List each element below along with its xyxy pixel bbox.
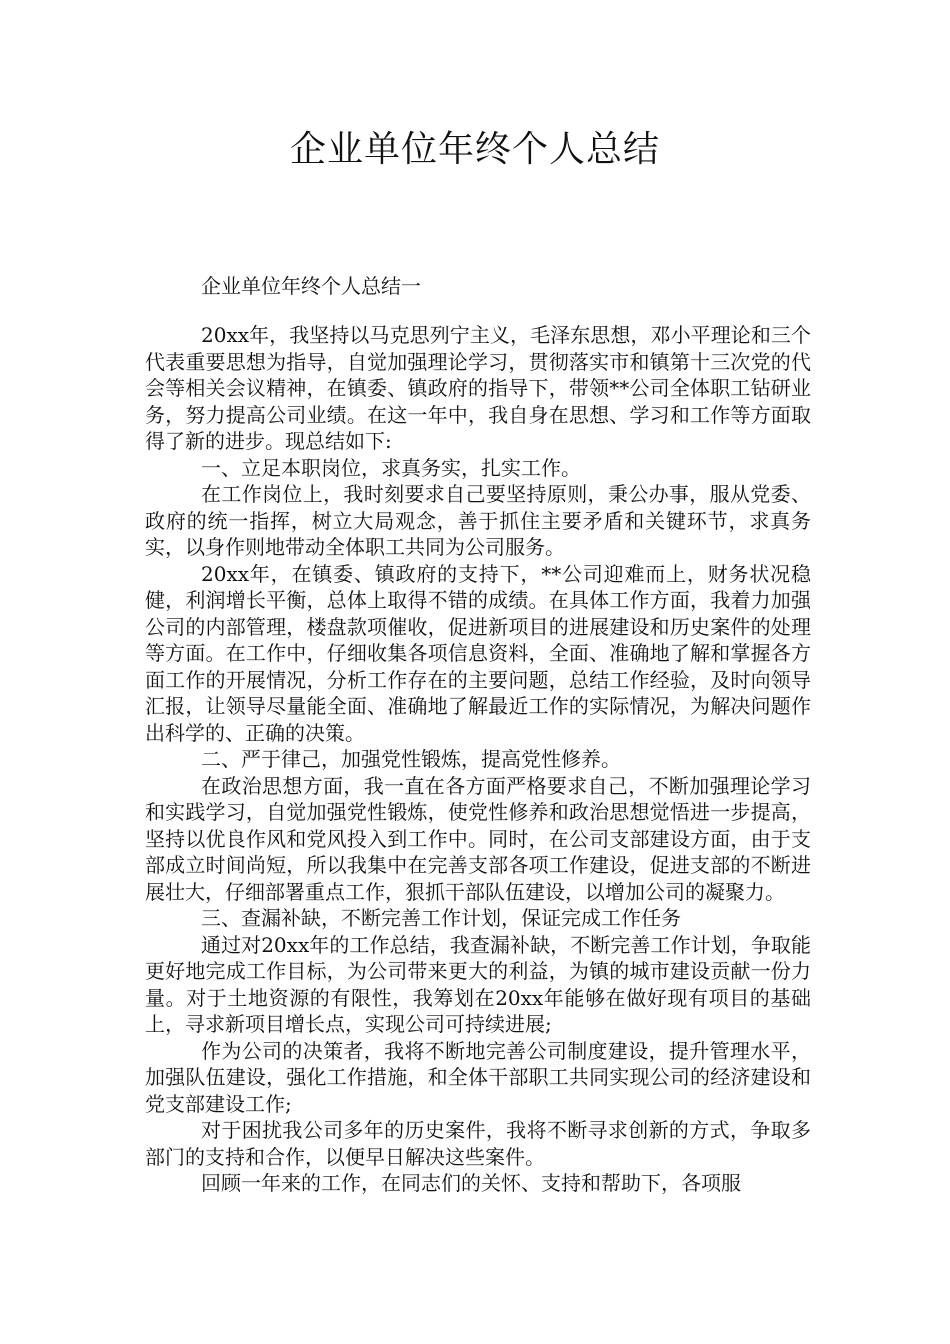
heading-section-3: 三、查漏补缺，不断完善工作计划，保证完成工作任务 (201, 906, 681, 930)
section-heading: 企业单位年终个人总结一 (201, 274, 421, 298)
paragraph-section-1-b: 20xx年，在镇委、镇政府的支持下，**公司迎难而上，财务状况稳健，利润增长平衡，总体上取得不错的成绩。在具体工作方面，我着力加强公司的内部管理，楼盘款项催收，促进新项目的进展建设和历史案件的处理等方面。在工作中，仔细收集各项信息资料，全面、准确地了解和掌握各方面工作的开展情况，分析工作存在的主要问题，总结工作经验，及时向领导汇报，让领导尽量能全面、准确地了解最近工作的实际情况，为解决问题作出科学的、正确的决策。 (145, 561, 811, 745)
paragraph-section-2: 在政治思想方面，我一直在各方面严格要求自己，不断加强理论学习和实践学习，自觉加强党性锻炼，使党性修养和政治思想觉悟进一步提高，坚持以优良作风和党风投入到工作中。同时，在公司支部建设方面，由于支部成立时间尚短，所以我集中在完善支部各项工作建设，促进支部的不断进展壮大，仔细部署重点工作，狠抓干部队伍建设，以增加公司的凝聚力。 (145, 773, 811, 904)
paragraph-closing: 回顾一年来的工作，在同志们的关怀、支持和帮助下，各项服 (201, 1171, 741, 1195)
paragraph-section-3-c: 对于困扰我公司多年的历史案件，我将不断寻求创新的方式，争取多部门的支持和合作，以便早日解决这些案件。 (145, 1118, 811, 1169)
paragraph-section-3-b: 作为公司的决策者，我将不断地完善公司制度建设，提升管理水平，加强队伍建设，强化工作措施，和全体干部职工共同实现公司的经济建设和党支部建设工作; (145, 1038, 811, 1116)
paragraph-intro: 20xx年，我坚持以马克思列宁主义，毛泽东思想，邓小平理论和三个代表重要思想为指导，自觉加强理论学习，贯彻落实市和镇第十三次党的代会等相关会议精神，在镇委、镇政府的指导下，带领**公司全体职工钻研业务，努力提高公司业绩。在这一年中，我自身在思想、学习和工作等方面取得了新的进步。现总结如下: (145, 323, 811, 453)
paragraph-section-3-a: 通过对20xx年的工作总结，我查漏补缺，不断完善工作计划，争取能更好地完成工作目标，为公司带来更大的利益，为镇的城市建设贡献一份力量。对于土地资源的有限性，我筹划在20xx年能够在做好现有项目的基础上，寻求新项目增长点，实现公司可持续进展; (145, 932, 811, 1036)
paragraph-section-1-a: 在工作岗位上，我时刻要求自己要坚持原则，秉公办事，服从党委、政府的统一指挥，树立大局观念，善于抓住主要矛盾和关键环节，求真务实，以身作则地带动全体职工共同为公司服务。 (145, 482, 811, 559)
heading-section-1: 一、立足本职岗位，求真务实，扎实工作。 (201, 455, 581, 480)
document-title: 企业单位年终个人总结 (289, 129, 660, 170)
document-body (145, 322, 811, 1197)
heading-section-2: 二、严于律己，加强党性锻炼，提高党性修养。 (201, 747, 621, 771)
